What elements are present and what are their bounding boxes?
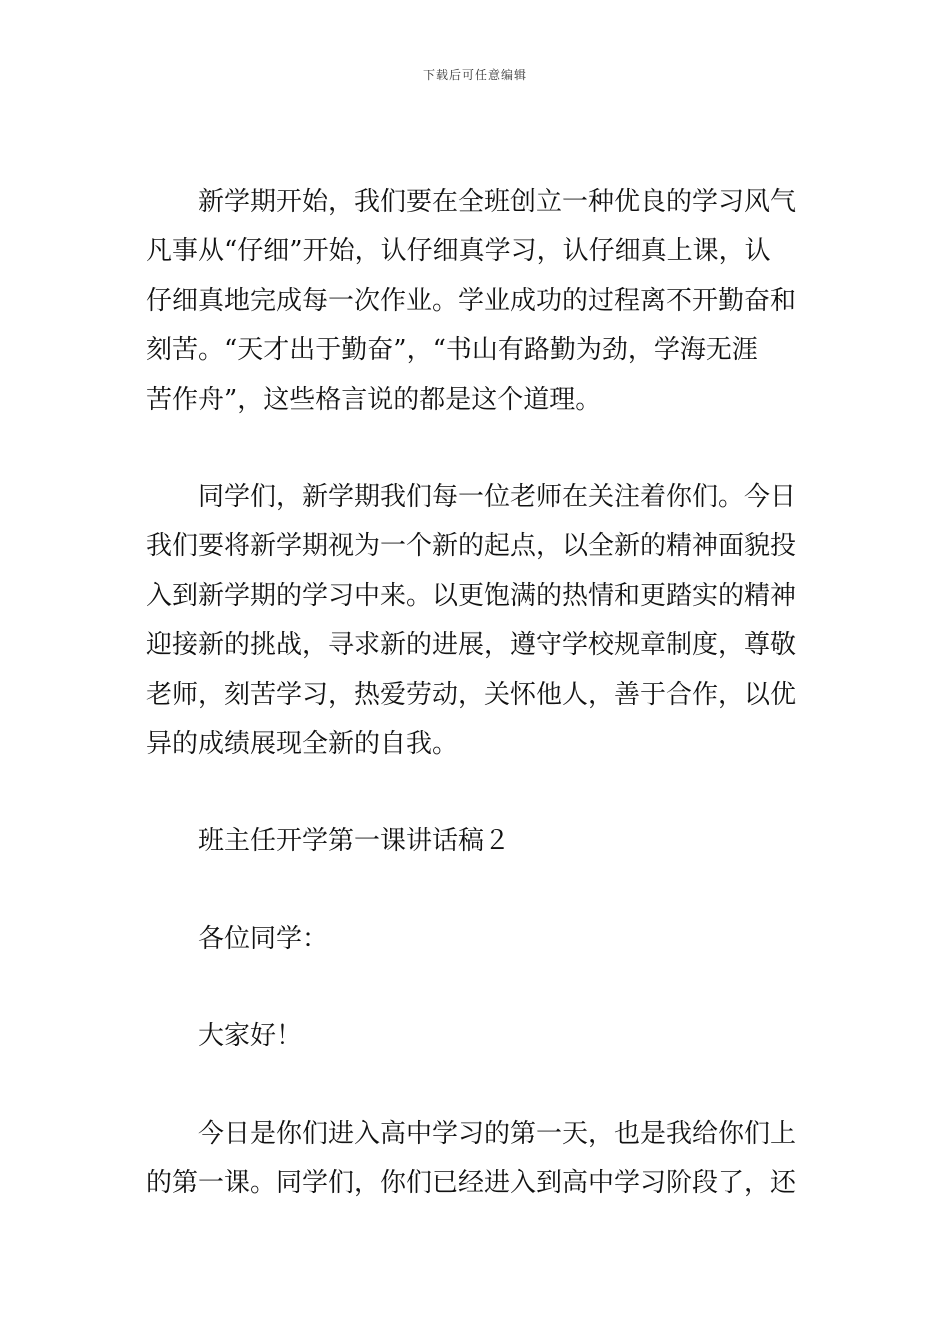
page-header-note: 下载后可任意编辑 — [422, 68, 527, 82]
section-title — [146, 817, 808, 866]
paragraph-line: 同学们，新学期我们每一位老师在关注着你们。今日 — [198, 482, 797, 513]
document-body — [146, 178, 808, 1209]
paragraph-line: 刻苦。“天才出于勤奋”，“书山有路勤为劲，学海无涯 — [146, 335, 758, 366]
paragraph-line: 各位同学： — [198, 923, 329, 954]
salutation — [146, 915, 808, 964]
paragraph-line: 新学期开始，我们要在全班创立一种优良的学习风气 — [198, 187, 797, 217]
paragraph-line: 入到新学期的学习中来。以更饱满的热情和更踏实的精神 — [146, 580, 797, 611]
paragraph-2 — [146, 473, 808, 769]
paragraph-line: 我们要将新学期视为一个新的起点，以全新的精神面貌投 — [146, 531, 797, 562]
paragraph-line: 苦作舟”，这些格言说的都是这个道理。 — [146, 384, 602, 415]
paragraph-1 — [146, 178, 808, 425]
greeting — [146, 1012, 808, 1061]
paragraph-line: 的第一课。同学们，你们已经进入到高中学习阶段了，还 — [146, 1168, 797, 1199]
paragraph-line: 老师，刻苦学习，热爱劳动，关怀他人，善于合作，以优 — [146, 679, 797, 710]
paragraph-line: 仔细真地完成每一次作业。学业成功的过程离不开勤奋和 — [146, 285, 797, 316]
paragraph-line: 异的成绩展现全新的自我。 — [146, 729, 459, 760]
paragraph-3 — [146, 1110, 808, 1209]
paragraph-line: 迎接新的挑战，寻求新的进展，遵守学校规章制度，尊敬 — [146, 630, 797, 661]
paragraph-line: 凡事从“仔细”开始，认仔细真学习，认仔细真上课，认 — [146, 236, 771, 267]
paragraph-line: 今日是你们进入高中学习的第一天，也是我给你们上 — [198, 1118, 797, 1149]
paragraph-line: 大家好！ — [198, 1021, 303, 1052]
paragraph-line: 班主任开学第一课讲话稿２ — [198, 826, 511, 857]
